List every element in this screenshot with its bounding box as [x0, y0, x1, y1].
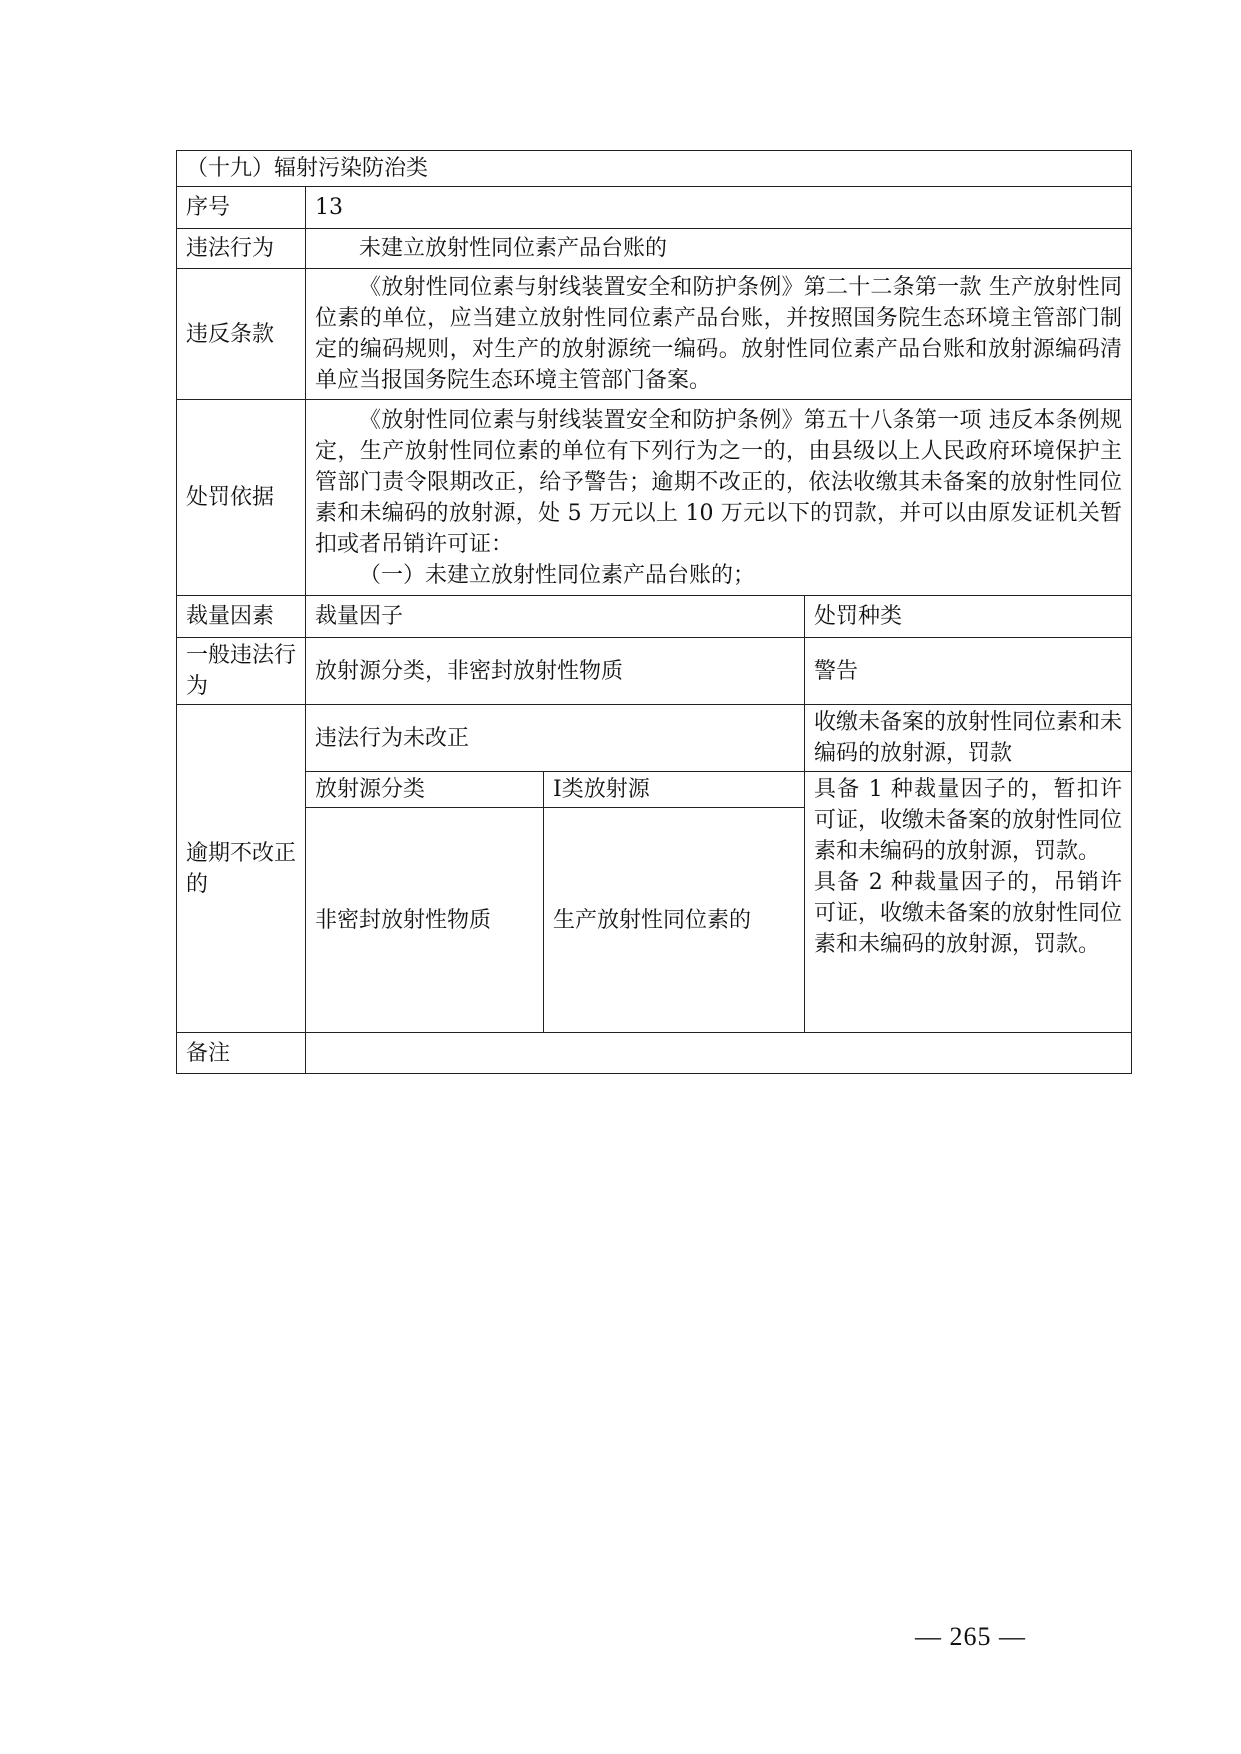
remarks-label: 备注: [177, 1033, 306, 1074]
remarks-value: [306, 1033, 1132, 1074]
clause-label: 违反条款: [177, 269, 306, 400]
violation-label: 违法行为: [177, 229, 306, 269]
general-violation-label: 一般违法行为: [177, 638, 306, 705]
tiered-penalties-cell: [805, 772, 1132, 1033]
discretion-factor-header: 裁量因子: [306, 596, 805, 638]
penalty-type-header: 处罚种类: [805, 596, 1132, 638]
general-violation-penalty: 警告: [805, 638, 1132, 705]
page-number: — 265 —: [915, 1622, 1026, 1651]
not-corrected-penalty: 收缴未备案的放射性同位素和未编码的放射源，罚款: [805, 705, 1132, 772]
general-violation-factor: 放射源分类，非密封放射性物质: [306, 638, 805, 705]
violation-value: 未建立放射性同位素产品台账的: [306, 229, 1132, 269]
penalty-basis-cell: [306, 400, 1132, 596]
penalty-basis-label: 处罚依据: [177, 400, 306, 596]
clause-value: 《放射性同位素与射线装置安全和防护条例》第二十二条第一款 生产放射性同位素的单位，应当建立放射性同位素产品台账，并按照国务院生态环境主管部门制定的编码规则，对生产的放射源统一编码。放射性同位素产品台账和放射源编码清单应当报国务院生态环境主管部门备案。: [306, 269, 1132, 400]
penalty-table: [176, 150, 1132, 1074]
penalty-tier-2: 具备 2 种裁量因子的，吊销许可证，收缴未备案的放射性同位素和未编码的放射源，罚款。: [814, 870, 1123, 957]
penalty-tier-1: 具备 1 种裁量因子的，暂扣许可证，收缴未备案的放射性同位素和未编码的放射源，罚款。: [814, 777, 1123, 864]
serial-value: 13: [306, 187, 1132, 229]
overdue-label: 逾期不改正的: [177, 705, 306, 1033]
section-title: （十九）辐射污染防治类: [177, 151, 1132, 187]
not-corrected-factor: 违法行为未改正: [306, 705, 805, 772]
source-class-label: 放射源分类: [306, 772, 544, 808]
penalty-basis-item: （一）未建立放射性同位素产品台账的；: [359, 562, 756, 588]
unsealed-material-label: 非密封放射性物质: [306, 808, 544, 1033]
discretion-label: 裁量因素: [177, 596, 306, 638]
serial-label: 序号: [177, 187, 306, 229]
penalty-basis-text: 《放射性同位素与射线装置安全和防护条例》第五十八条第一项 违反本条例规定，生产放射性同位素的单位有下列行为之一的，由县级以上人民政府环境保护主管部门责令限期改正，给予警告；逾期不改正的，依法收缴其未备案的放射性同位素和未编码的放射源，处 5 万元以上 10 万元以下的罚款，并可以由原发证机关暂扣或者吊销许可证：: [315, 407, 1123, 557]
source-class-value: I类放射源: [544, 772, 805, 808]
unsealed-material-value: 生产放射性同位素的: [544, 808, 805, 1033]
